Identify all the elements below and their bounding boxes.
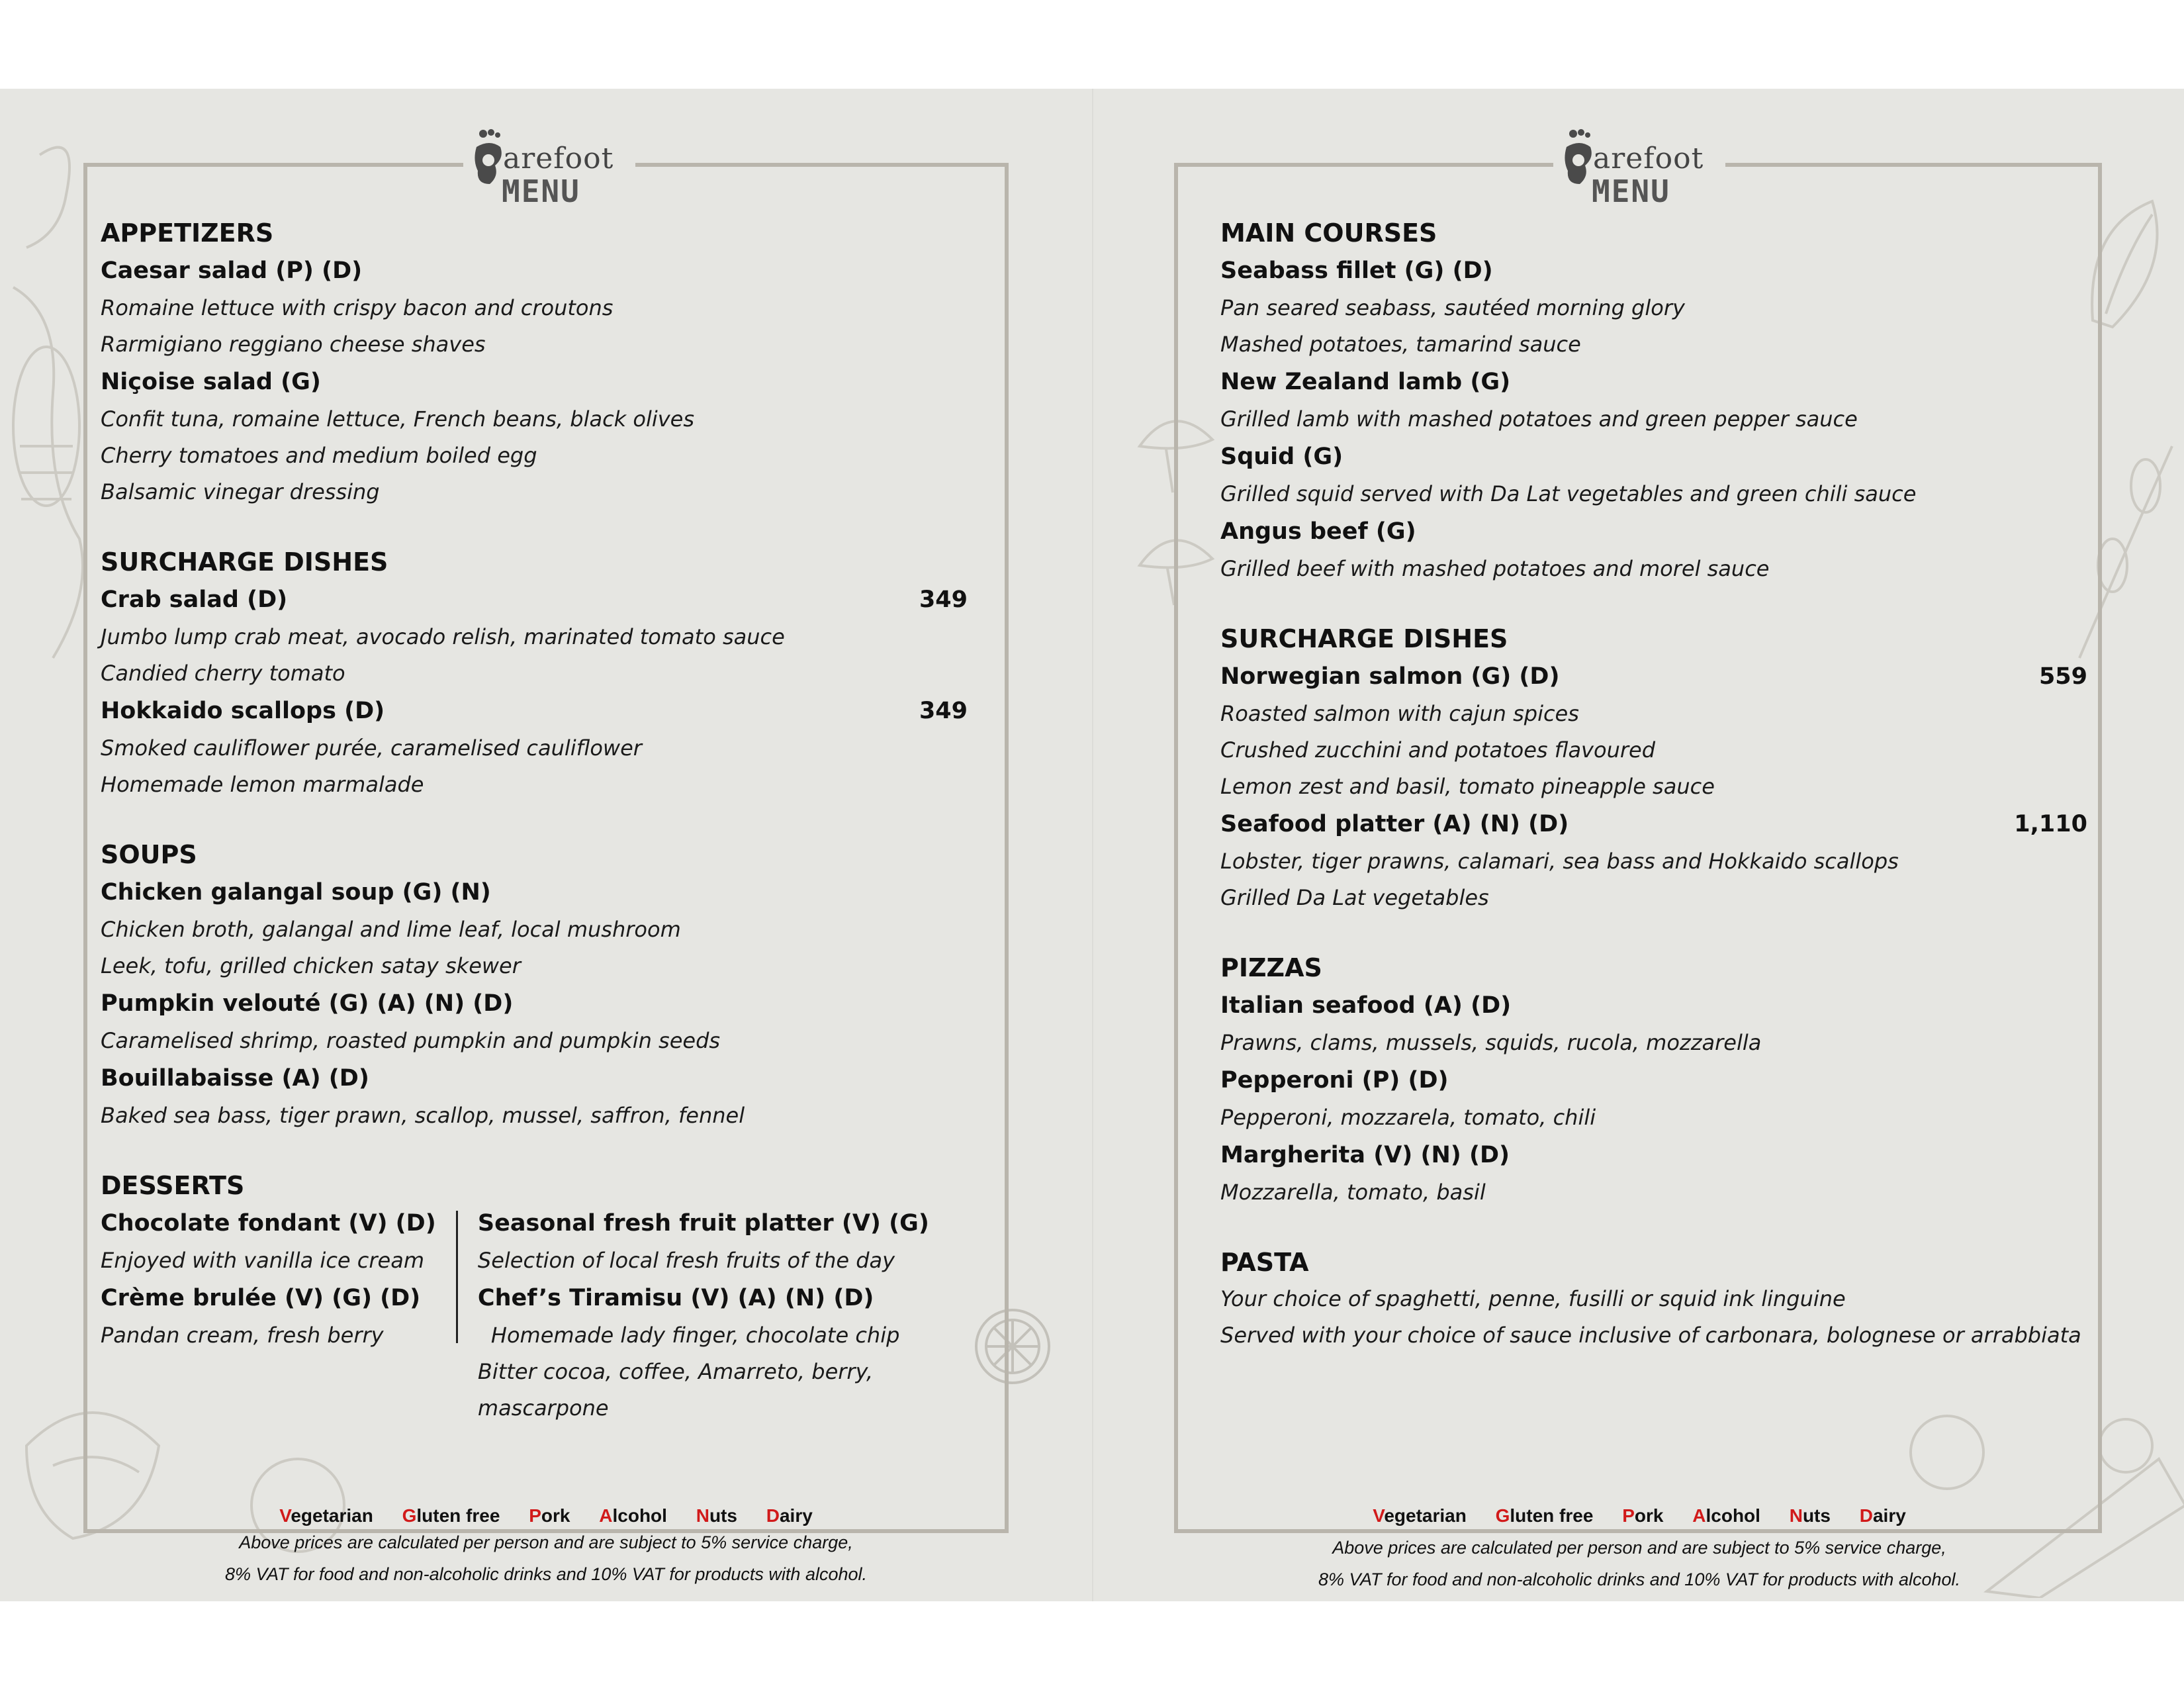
- menu-item-name: Crab salad (D) 349: [101, 581, 954, 619]
- footnote-line: Above prices are calculated per person and are subject to 5% service charge,: [1332, 1538, 1946, 1558]
- menu-item-name: Squid (G): [1220, 444, 1343, 470]
- section-title: SURCHARGE DISHES: [1220, 624, 1508, 653]
- legend-item: Nuts: [1789, 1505, 1831, 1526]
- menu-item-desc: Pepperoni, mozzarela, tomato, chili: [1220, 1105, 1596, 1130]
- section-title: PIZZAS: [1220, 953, 1322, 982]
- menu-item-name: Hokkaido scallops (D) 349: [101, 692, 954, 730]
- footnote-line: 8% VAT for food and non-alcoholic drinks and 10% VAT for products with alcohol.: [1318, 1570, 1961, 1589]
- menu-item-name: Italian seafood (A) (D): [1220, 992, 1512, 1019]
- menu-item-desc: Prawns, clams, mussels, squids, rucola, mozzarella: [1220, 1030, 1762, 1055]
- menu-page-right: [1092, 89, 2184, 1601]
- menu-item-name: Bouillabaisse (A) (D): [101, 1065, 369, 1092]
- column-divider: [456, 1211, 458, 1343]
- legend-item: Vegetarian: [279, 1505, 373, 1526]
- pricing-footnote: [0, 1526, 1092, 1590]
- section-title: DESSERTS: [101, 1171, 245, 1200]
- footnote-line: 8% VAT for food and non-alcoholic drinks and 10% VAT for products with alcohol.: [224, 1564, 868, 1584]
- legend-item: Gluten free: [402, 1505, 500, 1526]
- main-courses-section: [1220, 214, 2094, 587]
- menu-item-desc: Leek, tofu, grilled chicken satay skewer: [101, 953, 521, 978]
- menu-item-desc: Served with your choice of sauce inclusive of carbonara, bolognese or arrabbiata: [1220, 1323, 2081, 1348]
- menu-item-name: Pepperoni (P) (D): [1220, 1067, 1449, 1094]
- brand-logo: [463, 115, 635, 214]
- menu-item-desc: Pandan cream, fresh berry: [101, 1323, 384, 1348]
- section-title: SOUPS: [101, 840, 197, 869]
- surcharge-section: [101, 543, 968, 803]
- menu-item-desc: Enjoyed with vanilla ice cream: [101, 1248, 424, 1273]
- menu-item-desc: Cherry tomatoes and medium boiled egg: [101, 443, 537, 468]
- menu-item-name: Angus beef (G): [1220, 518, 1416, 545]
- price: 1,110: [2014, 811, 2087, 837]
- legend-item: Alcohol: [1692, 1505, 1760, 1526]
- menu-item-desc: Lemon zest and basil, tomato pineapple sauce: [1220, 774, 1715, 799]
- menu-item-name: Norwegian salmon (G) (D) 559: [1220, 657, 2074, 696]
- legend-item: Dairy: [766, 1505, 813, 1526]
- menu-item-desc: Balsamic vinegar dressing: [101, 479, 380, 504]
- legend-item: Pork: [529, 1505, 570, 1526]
- price: 349: [919, 586, 968, 613]
- menu-item-name: Chef’s Tiramisu (V) (A) (N) (D): [477, 1285, 874, 1311]
- menu-item-name: Chicken galangal soup (G) (N): [101, 879, 491, 906]
- section-title: SURCHARGE DISHES: [101, 547, 388, 577]
- legend-item: Gluten free: [1495, 1505, 1594, 1526]
- menu-item-desc: Confit tuna, romaine lettuce, French beans, black olives: [101, 406, 695, 432]
- surcharge-section: [1220, 620, 2087, 916]
- brand-name: arefoot: [503, 142, 614, 175]
- menu-item-desc: Homemade lemon marmalade: [101, 772, 424, 797]
- menu-item-desc: Caramelised shrimp, roasted pumpkin and pumpkin seeds: [101, 1028, 721, 1053]
- menu-item-desc: Bitter cocoa, coffee, Amarreto, berry, mascarpone: [477, 1359, 874, 1421]
- menu-item-desc: Jumbo lump crab meat, avocado relish, marinated tomato sauce: [101, 624, 785, 649]
- menu-item-name: Chocolate fondant (V) (D): [101, 1210, 436, 1237]
- pizzas-section: [1220, 949, 2094, 1211]
- legend-item: Dairy: [1859, 1505, 1906, 1526]
- legend-item: Vegetarian: [1373, 1505, 1467, 1526]
- desserts-section: [101, 1167, 974, 1427]
- menu-item-desc: Homemade lady finger, chocolate chip: [490, 1323, 900, 1348]
- menu-item-desc: Grilled lamb with mashed potatoes and green pepper sauce: [1220, 406, 1858, 432]
- menu-page-left: [0, 89, 1092, 1601]
- menu-item-desc: Roasted salmon with cajun spices: [1220, 701, 1579, 726]
- desserts-columns: [101, 1204, 974, 1427]
- menu-item-desc: Mozzarella, tomato, basil: [1220, 1180, 1486, 1205]
- menu-item-desc: Romaine lettuce with crispy bacon and croutons: [101, 295, 614, 320]
- menu-item-desc: Grilled squid served with Da Lat vegetables and green chili sauce: [1220, 481, 1917, 506]
- menu-item-desc: Candied cherry tomato: [101, 661, 345, 686]
- legend-item: Nuts: [696, 1505, 737, 1526]
- menu-item-name: Pumpkin velouté (G) (A) (N) (D): [101, 990, 514, 1017]
- section-title: MAIN COURSES: [1220, 218, 1437, 248]
- menu-item-desc: Rarmigiano reggiano cheese shaves: [101, 332, 486, 357]
- left-content: [101, 214, 974, 1460]
- pasta-section: [1220, 1244, 2094, 1354]
- right-content: [1220, 214, 2094, 1387]
- menu-item-name: Margherita (V) (N) (D): [1220, 1142, 1510, 1168]
- menu-item-name: Seafood platter (A) (N) (D) 1,110: [1220, 805, 2074, 843]
- price: 559: [2038, 663, 2087, 690]
- menu-item-name: Seasonal fresh fruit platter (V) (G): [477, 1210, 929, 1237]
- menu-item-name: Caesar salad (P) (D): [101, 258, 363, 284]
- menu-item-desc: Your choice of spaghetti, penne, fusilli or squid ink linguine: [1220, 1286, 1846, 1311]
- menu-item-name: New Zealand lamb (G): [1220, 369, 1511, 395]
- footnote-line: Above prices are calculated per person and are subject to 5% service charge,: [239, 1532, 853, 1552]
- menu-item-desc: Smoked cauliflower purée, caramelised cauliflower: [101, 735, 642, 761]
- menu-item-desc: Grilled Da Lat vegetables: [1220, 885, 1489, 910]
- legend-item: Pork: [1622, 1505, 1664, 1526]
- legend-item: Alcohol: [599, 1505, 667, 1526]
- brand-logo: [1553, 115, 1725, 214]
- section-title: PASTA: [1220, 1248, 1309, 1277]
- menu-item-desc: Baked sea bass, tiger prawn, scallop, mussel, saffron, fennel: [101, 1103, 745, 1128]
- menu-item-desc: Grilled beef with mashed potatoes and morel sauce: [1220, 556, 1770, 581]
- allergen-legend: [0, 1505, 1092, 1526]
- menu-item-name: Crème brulée (V) (G) (D): [101, 1285, 421, 1311]
- pricing-footnote: [1093, 1532, 2184, 1595]
- menu-item-desc: Mashed potatoes, tamarind sauce: [1220, 332, 1581, 357]
- price: 349: [919, 698, 968, 724]
- menu-item-name: Niçoise salad (G): [101, 369, 321, 395]
- menu-label: MENU: [502, 173, 580, 209]
- menu-item-desc: Crushed zucchini and potatoes flavoured: [1220, 737, 1655, 763]
- menu-item-desc: Lobster, tiger prawns, calamari, sea bass and Hokkaido scallops: [1220, 849, 1899, 874]
- desserts-column-1: [101, 1204, 448, 1427]
- section-title: APPETIZERS: [101, 218, 274, 248]
- desserts-column-2: [478, 1204, 974, 1427]
- appetizers-section: [101, 214, 974, 510]
- menu-item-desc: Chicken broth, galangal and lime leaf, local mushroom: [101, 917, 681, 942]
- soups-section: [101, 836, 974, 1134]
- menu-label: MENU: [1592, 173, 1670, 209]
- menu-item-name: Seabass fillet (G) (D): [1220, 258, 1493, 284]
- brand-name: arefoot: [1593, 142, 1704, 175]
- menu-item-desc: Selection of local fresh fruits of the day: [477, 1248, 895, 1273]
- allergen-legend: [1093, 1505, 2184, 1526]
- menu-item-desc: Pan seared seabass, sautéed morning glory: [1220, 295, 1685, 320]
